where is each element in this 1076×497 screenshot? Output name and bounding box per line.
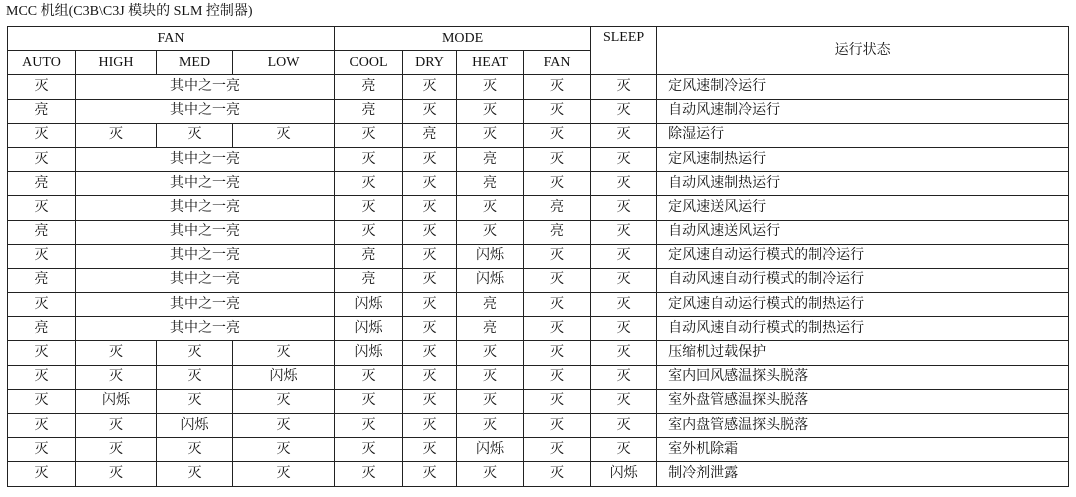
cell-status: 定风速自动运行模式的制热运行	[657, 293, 1069, 317]
table-row	[8, 123, 1069, 147]
cell-fan: 灭	[524, 438, 591, 462]
cell-dry: 灭	[403, 438, 457, 462]
fan-med-header: MED	[157, 51, 233, 75]
cell-heat: 亮	[457, 147, 524, 171]
cell-dry: 灭	[403, 462, 457, 486]
cell-auto: 亮	[8, 172, 76, 196]
cell-fan: 灭	[524, 317, 591, 341]
cell-heat: 灭	[457, 414, 524, 438]
cell-fan-any: 其中之一亮	[76, 147, 335, 171]
cell-auto: 亮	[8, 268, 76, 292]
cell-status: 室外机除霜	[657, 438, 1069, 462]
cell-cool: 灭	[335, 196, 403, 220]
cell-high: 闪烁	[76, 389, 157, 413]
cell-fan: 灭	[524, 414, 591, 438]
cell-fan-any: 其中之一亮	[76, 244, 335, 268]
cell-fan: 灭	[524, 341, 591, 365]
cell-cool: 灭	[335, 123, 403, 147]
cell-auto: 亮	[8, 317, 76, 341]
cell-cool: 灭	[335, 220, 403, 244]
cell-cool: 灭	[335, 365, 403, 389]
cell-heat: 闪烁	[457, 244, 524, 268]
cell-auto: 灭	[8, 293, 76, 317]
fan-auto-header: AUTO	[8, 51, 76, 75]
cell-status: 自动风速制热运行	[657, 172, 1069, 196]
cell-heat: 灭	[457, 389, 524, 413]
cell-auto: 灭	[8, 341, 76, 365]
cell-fan-any: 其中之一亮	[76, 220, 335, 244]
cell-cool: 灭	[335, 462, 403, 486]
cell-heat: 闪烁	[457, 438, 524, 462]
cell-high: 灭	[76, 414, 157, 438]
cell-fan-any: 其中之一亮	[76, 99, 335, 123]
cell-heat: 灭	[457, 365, 524, 389]
fan-high-header: HIGH	[76, 51, 157, 75]
cell-fan: 灭	[524, 389, 591, 413]
cell-dry: 灭	[403, 389, 457, 413]
cell-sleep: 灭	[591, 147, 657, 171]
cell-fan: 灭	[524, 268, 591, 292]
table-row	[8, 317, 1069, 341]
cell-auto: 灭	[8, 147, 76, 171]
cell-low: 灭	[233, 341, 335, 365]
cell-dry: 灭	[403, 220, 457, 244]
cell-sleep: 灭	[591, 75, 657, 99]
cell-auto: 灭	[8, 462, 76, 486]
cell-status: 定风速送风运行	[657, 196, 1069, 220]
cell-fan-any: 其中之一亮	[76, 196, 335, 220]
cell-sleep: 灭	[591, 123, 657, 147]
cell-fan: 灭	[524, 99, 591, 123]
cell-status: 除湿运行	[657, 123, 1069, 147]
cell-fan-any: 其中之一亮	[76, 268, 335, 292]
cell-status: 自动风速送风运行	[657, 220, 1069, 244]
cell-sleep: 灭	[591, 438, 657, 462]
cell-sleep: 灭	[591, 317, 657, 341]
cell-auto: 灭	[8, 196, 76, 220]
cell-cool: 灭	[335, 438, 403, 462]
cell-cool: 闪烁	[335, 317, 403, 341]
mode-cool-header: COOL	[335, 51, 403, 75]
mode-fan-header: FAN	[524, 51, 591, 75]
cell-auto: 灭	[8, 244, 76, 268]
table-row	[8, 99, 1069, 123]
cell-sleep: 灭	[591, 99, 657, 123]
cell-sleep: 灭	[591, 414, 657, 438]
cell-low: 闪烁	[233, 365, 335, 389]
cell-auto: 灭	[8, 123, 76, 147]
cell-med: 灭	[157, 389, 233, 413]
cell-cool: 闪烁	[335, 341, 403, 365]
cell-med: 灭	[157, 341, 233, 365]
cell-fan-any: 其中之一亮	[76, 172, 335, 196]
cell-heat: 灭	[457, 341, 524, 365]
mode-heat-header: HEAT	[457, 51, 524, 75]
table-body	[8, 75, 1069, 486]
cell-fan: 灭	[524, 462, 591, 486]
mode-group-header: MODE	[335, 27, 591, 51]
cell-dry: 灭	[403, 196, 457, 220]
cell-heat: 灭	[457, 123, 524, 147]
cell-high: 灭	[76, 341, 157, 365]
table-row	[8, 196, 1069, 220]
cell-sleep: 灭	[591, 196, 657, 220]
cell-high: 灭	[76, 365, 157, 389]
cell-fan: 灭	[524, 147, 591, 171]
cell-heat: 亮	[457, 317, 524, 341]
table-row	[8, 268, 1069, 292]
table-row	[8, 220, 1069, 244]
cell-cool: 灭	[335, 147, 403, 171]
cell-auto: 亮	[8, 220, 76, 244]
cell-auto: 灭	[8, 414, 76, 438]
cell-sleep: 灭	[591, 365, 657, 389]
table-caption: MCC 机组(C3B\C3J 模块的 SLM 控制器)	[6, 4, 253, 19]
table-row	[8, 75, 1069, 99]
cell-dry: 灭	[403, 268, 457, 292]
cell-heat: 灭	[457, 462, 524, 486]
cell-status: 定风速自动运行模式的制冷运行	[657, 244, 1069, 268]
cell-fan: 灭	[524, 75, 591, 99]
sleep-header: SLEEP	[591, 27, 657, 75]
cell-auto: 灭	[8, 438, 76, 462]
cell-status: 自动风速自动行模式的制热运行	[657, 317, 1069, 341]
cell-heat: 灭	[457, 99, 524, 123]
cell-sleep: 灭	[591, 244, 657, 268]
cell-heat: 亮	[457, 293, 524, 317]
cell-status: 室外盘管感温探头脱落	[657, 389, 1069, 413]
cell-fan: 灭	[524, 365, 591, 389]
cell-fan: 亮	[524, 196, 591, 220]
led-status-table	[7, 26, 1069, 487]
cell-heat: 灭	[457, 196, 524, 220]
cell-dry: 灭	[403, 147, 457, 171]
cell-low: 灭	[233, 389, 335, 413]
cell-sleep: 灭	[591, 389, 657, 413]
cell-auto: 亮	[8, 99, 76, 123]
cell-low: 灭	[233, 462, 335, 486]
cell-dry: 灭	[403, 317, 457, 341]
cell-dry: 灭	[403, 365, 457, 389]
cell-low: 灭	[233, 438, 335, 462]
cell-cool: 灭	[335, 414, 403, 438]
table-row	[8, 438, 1069, 462]
cell-sleep: 灭	[591, 172, 657, 196]
cell-status: 定风速制冷运行	[657, 75, 1069, 99]
cell-dry: 灭	[403, 341, 457, 365]
cell-sleep: 灭	[591, 293, 657, 317]
cell-auto: 灭	[8, 389, 76, 413]
cell-med: 灭	[157, 365, 233, 389]
cell-dry: 灭	[403, 293, 457, 317]
cell-low: 灭	[233, 123, 335, 147]
mode-dry-header: DRY	[403, 51, 457, 75]
fan-low-header: LOW	[233, 51, 335, 75]
cell-dry: 灭	[403, 99, 457, 123]
cell-dry: 灭	[403, 172, 457, 196]
cell-fan: 灭	[524, 123, 591, 147]
cell-heat: 亮	[457, 172, 524, 196]
table-row	[8, 462, 1069, 486]
cell-cool: 灭	[335, 172, 403, 196]
cell-low: 灭	[233, 414, 335, 438]
cell-dry: 灭	[403, 244, 457, 268]
cell-fan-any: 其中之一亮	[76, 75, 335, 99]
cell-med: 灭	[157, 462, 233, 486]
cell-high: 灭	[76, 123, 157, 147]
cell-status: 压缩机过载保护	[657, 341, 1069, 365]
cell-fan: 亮	[524, 220, 591, 244]
cell-fan-any: 其中之一亮	[76, 293, 335, 317]
cell-heat: 闪烁	[457, 268, 524, 292]
cell-heat: 灭	[457, 75, 524, 99]
cell-cool: 闪烁	[335, 293, 403, 317]
cell-sleep: 灭	[591, 268, 657, 292]
cell-med: 灭	[157, 438, 233, 462]
status-header: 运行状态	[657, 27, 1069, 75]
cell-high: 灭	[76, 438, 157, 462]
cell-sleep: 灭	[591, 220, 657, 244]
cell-fan: 灭	[524, 293, 591, 317]
cell-status: 定风速制热运行	[657, 147, 1069, 171]
cell-status: 自动风速制冷运行	[657, 99, 1069, 123]
cell-heat: 灭	[457, 220, 524, 244]
cell-status: 室内回风感温探头脱落	[657, 365, 1069, 389]
cell-cool: 灭	[335, 389, 403, 413]
cell-status: 自动风速自动行模式的制冷运行	[657, 268, 1069, 292]
table-row	[8, 172, 1069, 196]
cell-sleep: 灭	[591, 341, 657, 365]
cell-dry: 灭	[403, 414, 457, 438]
cell-med: 闪烁	[157, 414, 233, 438]
cell-fan-any: 其中之一亮	[76, 317, 335, 341]
cell-dry: 灭	[403, 75, 457, 99]
cell-sleep: 闪烁	[591, 462, 657, 486]
cell-med: 灭	[157, 123, 233, 147]
cell-fan: 灭	[524, 244, 591, 268]
cell-cool: 亮	[335, 268, 403, 292]
cell-dry: 亮	[403, 123, 457, 147]
fan-group-header: FAN	[8, 27, 335, 51]
header-row-group	[8, 27, 1069, 51]
cell-cool: 亮	[335, 244, 403, 268]
table-row	[8, 341, 1069, 365]
table-row	[8, 414, 1069, 438]
table-row	[8, 365, 1069, 389]
cell-auto: 灭	[8, 75, 76, 99]
table-row	[8, 293, 1069, 317]
table-row	[8, 389, 1069, 413]
cell-cool: 亮	[335, 75, 403, 99]
cell-status: 室内盘管感温探头脱落	[657, 414, 1069, 438]
table-row	[8, 244, 1069, 268]
table-row	[8, 147, 1069, 171]
cell-status: 制冷剂泄露	[657, 462, 1069, 486]
cell-cool: 亮	[335, 99, 403, 123]
cell-high: 灭	[76, 462, 157, 486]
cell-auto: 灭	[8, 365, 76, 389]
cell-fan: 灭	[524, 172, 591, 196]
